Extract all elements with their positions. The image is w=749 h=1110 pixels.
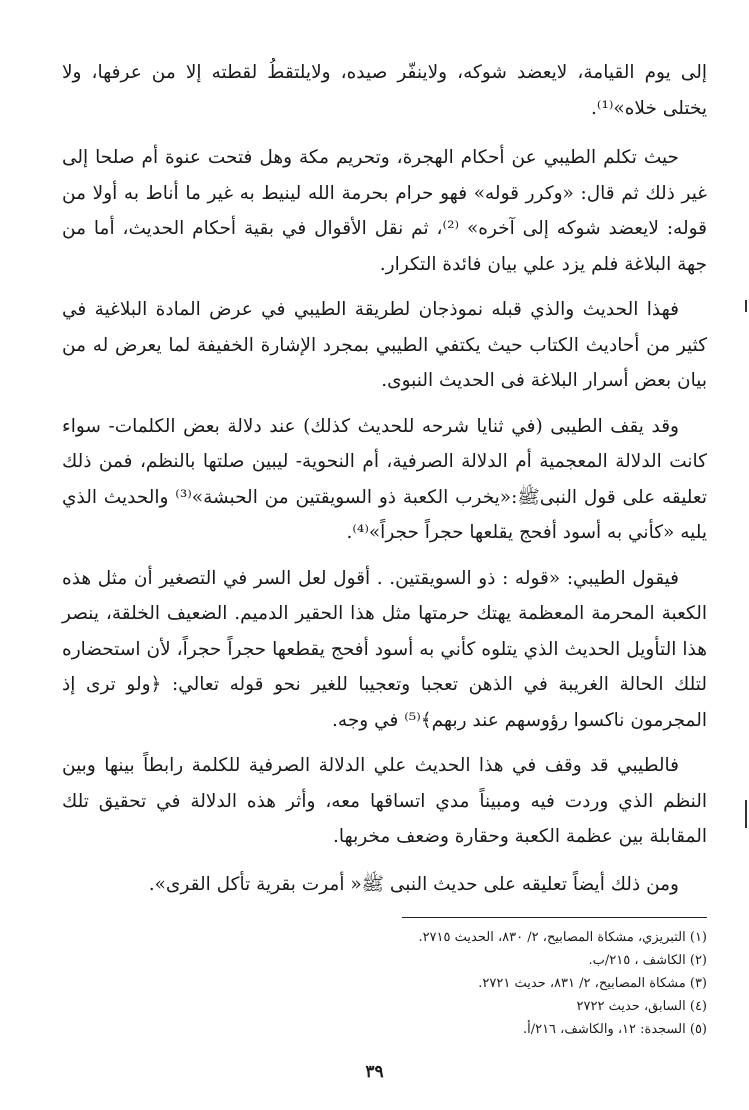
paragraph-4: وقد يقف الطيبى (في ثنايا شرحه للحديث كذلك) عند دلالة بعض الكلمات- سواء كانت الدلالة المعجمية أم الدلالة الصرفية، أم النحوية- ليبين صلتها بالنظم، فمن ذلك تعليقه على قول النبىﷺ:«يخرب الكعبة ذو السويقتين من الحبشة»⁽³⁾ والحديث الذي يليه «كأني به أسود أفحج يقلعها حجراً حجراً»⁽⁴⁾. [62, 415, 708, 543]
footnote-2: (٢) الكاشف ، ٢١٥/ب. [588, 953, 707, 968]
paragraph-1: إلى يوم القيامة، لايعضد شوكه، ولاينفّر صيده، ولايلتقطُ لقطته إلا من عرفها، ولا يختلى خلاه»⁽¹⁾. [62, 62, 707, 119]
paragraph-5: فيقول الطيبي: «قوله : ذو السويقتين. . أقول لعل السر في التصغير أن مثل هذه الكعبة المحرمة المعظمة يهتك حرمتها مثل هذا الحقير الدميم. الضعيف الخلقة، ينصر هذا التأويل الحديث الذي يتلوه كأني به أسود أفحج يقطعها حجراً حجراً، لأن استحضاره لتلك الحالة الغريبة في الذهن تعجبا وتعجيبا للغير نحو قوله تعالي: ﴿ولو ترى إذ المجرمون ناكسوا رؤوسهم عند ربهم﴾⁽⁵⁾ في وجه. [62, 567, 707, 731]
paragraph-7: ومن ذلك أيضاً تعليقه على حديث النبى ﷺ« أمرت بقرية تأكل القرى». [148, 873, 679, 895]
footnote-3: (٣) مشكاة المصابيح، ٢/ ٨٣١، حديث ٢٧٢١. [478, 976, 707, 991]
footnote-5: (٥) السجدة: ١٢، والكاشف، ٢١٦/أ. [522, 1022, 707, 1037]
paragraph-2: حيث تكلم الطيبي عن أحكام الهجرة، وتحريم مكة وهل فتحت عنوة أم صلحا إلى غير ذلك ثم قال: «وكرر قوله» فهو حرام بحرمة الله لينيط به غير ما أناط به أولا من قوله: لايعضد شوكه إلى آخره» ⁽²⁾، ثم نقل الأقوال في بقية أحكام الحديث، أما من جهة البلاغة فلم يزد علي بيان فائدة التكرار. [62, 147, 708, 275]
page-number: ٣٩ [365, 1062, 384, 1082]
footnote-4: (٤) السابق، حديث ٢٧٢٢ [576, 999, 707, 1014]
paragraph-3: فهذا الحديث والذي قبله نموذجان لطريقة الطيبي في عرض المادة البلاغية في كثير من أحاديث الكتاب حيث يكتفي الطيبي بمجرد الإشارة الخفيفة لما يعرض له من بيان بعض أسرار البلاغة فى الحديث النبوى. [62, 299, 707, 391]
scan-edge-mark [745, 800, 747, 828]
page-body [62, 55, 707, 902]
scan-edge-mark [745, 300, 747, 312]
footnote-separator [402, 917, 707, 918]
footnote-1: (١) التبريزي، مشكاة المصابيح، ٢/ ٨٣٠، الحديث ٢٧١٥. [418, 930, 707, 945]
footnotes [87, 926, 707, 1041]
paragraph-6: فالطيبي قد وقف في هذا الحديث علي الدلالة الصرفية للكلمة رابطاً بينها وبين النظم الذي وردت فيه ومبيناً مدي اتساقها معه، وأثر هذه الدلالة في تحقيق تلك المقابلة بين عظمة الكعبة وحقارة وضعف مخربها. [62, 755, 707, 847]
